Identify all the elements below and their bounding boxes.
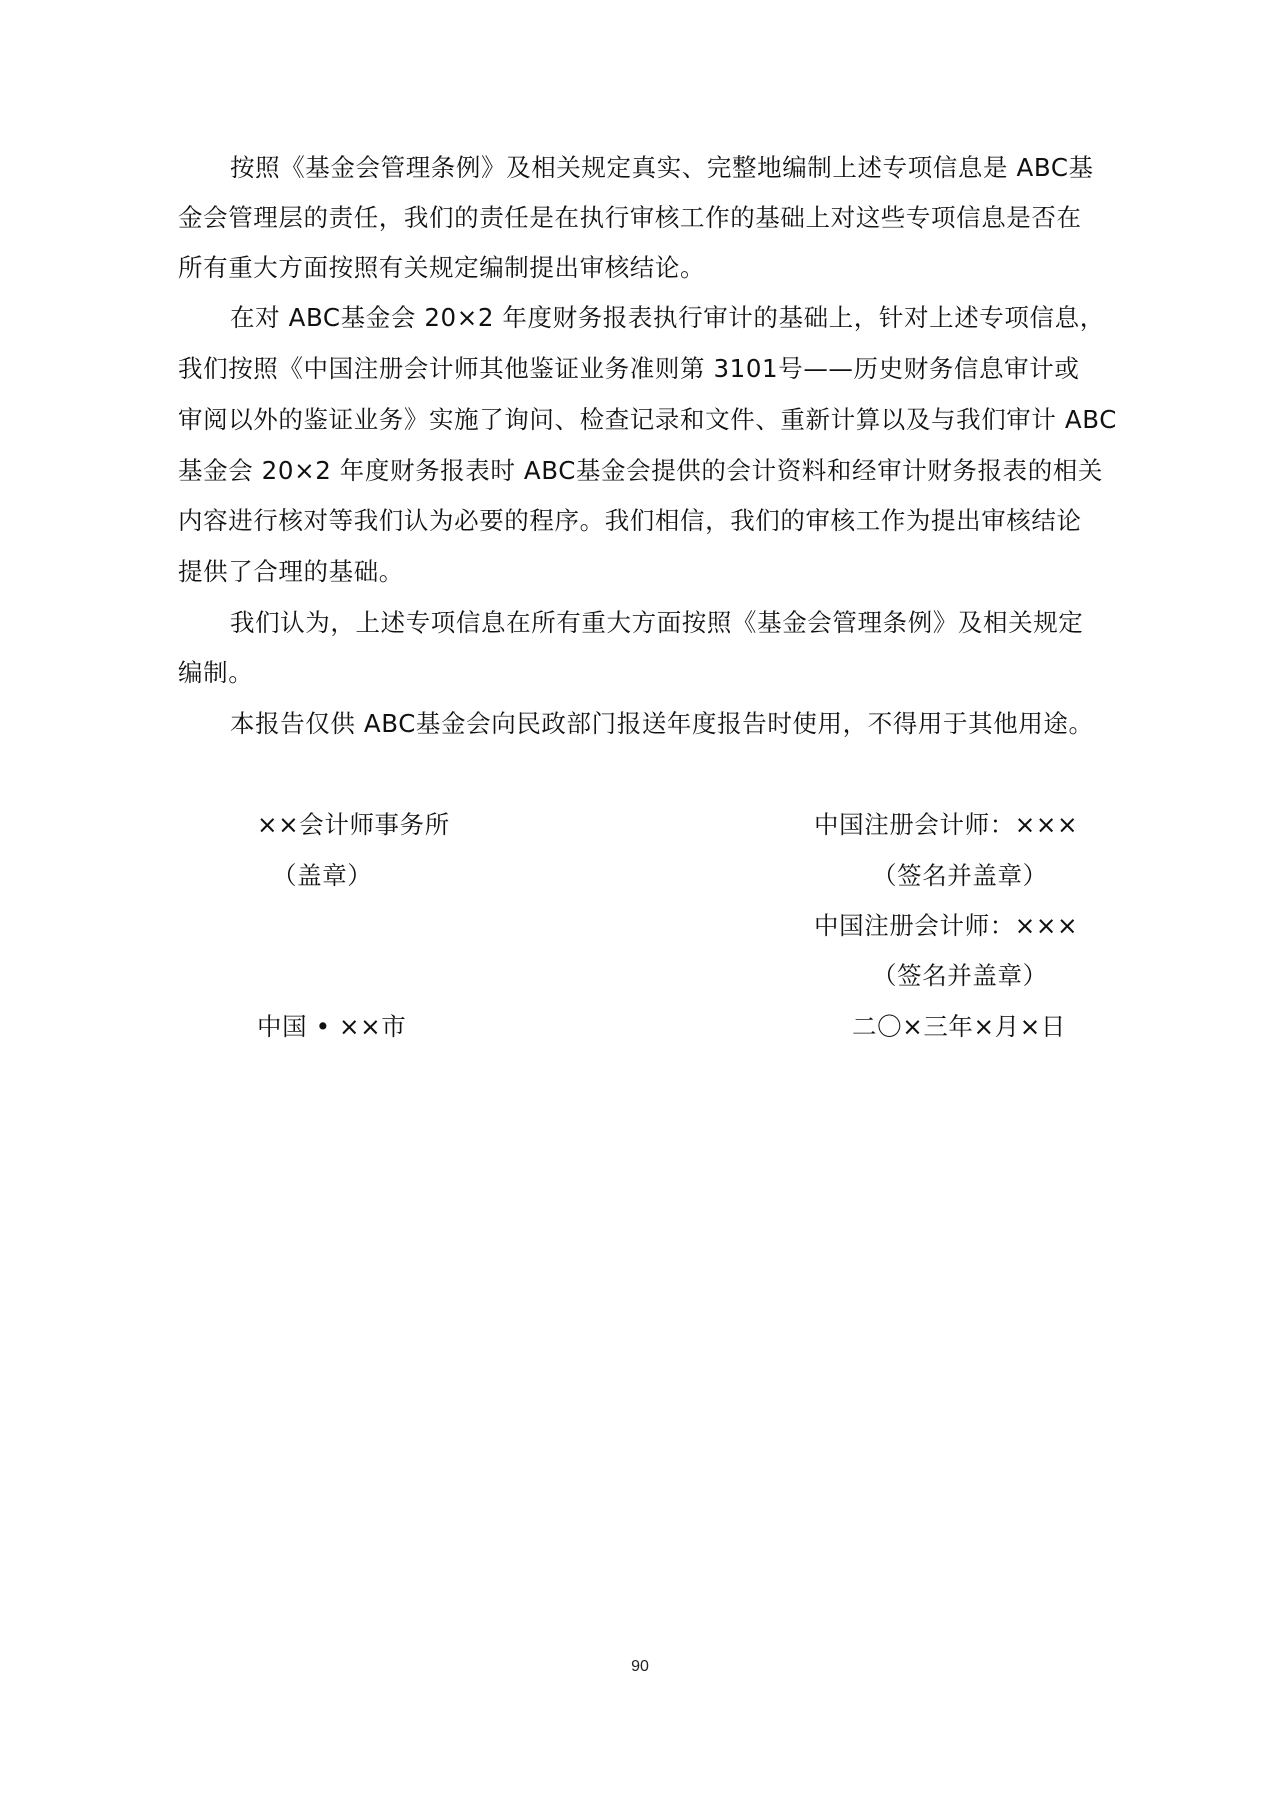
cpa-2-seal-note: （签名并盖章） <box>872 961 1048 990</box>
paragraph-3-line-1: 我们认为，上述专项信息在所有重大方面按照《基金会管理条例》及相关规定 <box>230 608 1084 637</box>
page-number: 90 <box>631 1658 649 1675</box>
firm-seal-note: （盖章） <box>272 861 373 890</box>
report-location: 中国 • ××市 <box>257 1012 407 1041</box>
paragraph-2-line-2: 我们按照《中国注册会计师其他鉴证业务准则第 3101号——历史财务信息审计或 <box>178 354 1080 383</box>
cpa-1-seal-note: （签名并盖章） <box>872 861 1048 890</box>
firm-name: ××会计师事务所 <box>257 810 450 839</box>
paragraph-2-line-4: 基金会 20×2 年度财务报表时 ABC基金会提供的会计资料和经审计财务报表的相关 <box>178 456 1103 485</box>
paragraph-2-line-5: 内容进行核对等我们认为必要的程序。我们相信，我们的审核工作为提出审核结论 <box>178 506 1082 535</box>
report-date: 二〇×三年×月×日 <box>852 1012 1066 1041</box>
paragraph-3-line-2: 编制。 <box>178 658 254 687</box>
paragraph-2-line-6: 提供了合理的基础。 <box>178 557 404 586</box>
paragraph-1-line-3: 所有重大方面按照有关规定编制提出审核结论。 <box>178 253 706 282</box>
paragraph-2-line-3: 审阅以外的鉴证业务》实施了询问、检查记录和文件、重新计算以及与我们审计 ABC <box>178 405 1117 434</box>
paragraph-1-line-1: 按照《基金会管理条例》及相关规定真实、完整地编制上述专项信息是 ABC基 <box>230 153 1094 182</box>
paragraph-1-line-2: 金会管理层的责任，我们的责任是在执行审核工作的基础上对这些专项信息是否在 <box>178 203 1082 232</box>
paragraph-2-line-1: 在对 ABC基金会 20×2 年度财务报表执行审计的基础上，针对上述专项信息， <box>230 303 1105 332</box>
cpa-2-signature: 中国注册会计师：××× <box>814 911 1079 940</box>
cpa-1-signature: 中国注册会计师：××× <box>814 810 1079 839</box>
paragraph-4-line-1: 本报告仅供 ABC基金会向民政部门报送年度报告时使用，不得用于其他用途。 <box>230 709 1094 738</box>
